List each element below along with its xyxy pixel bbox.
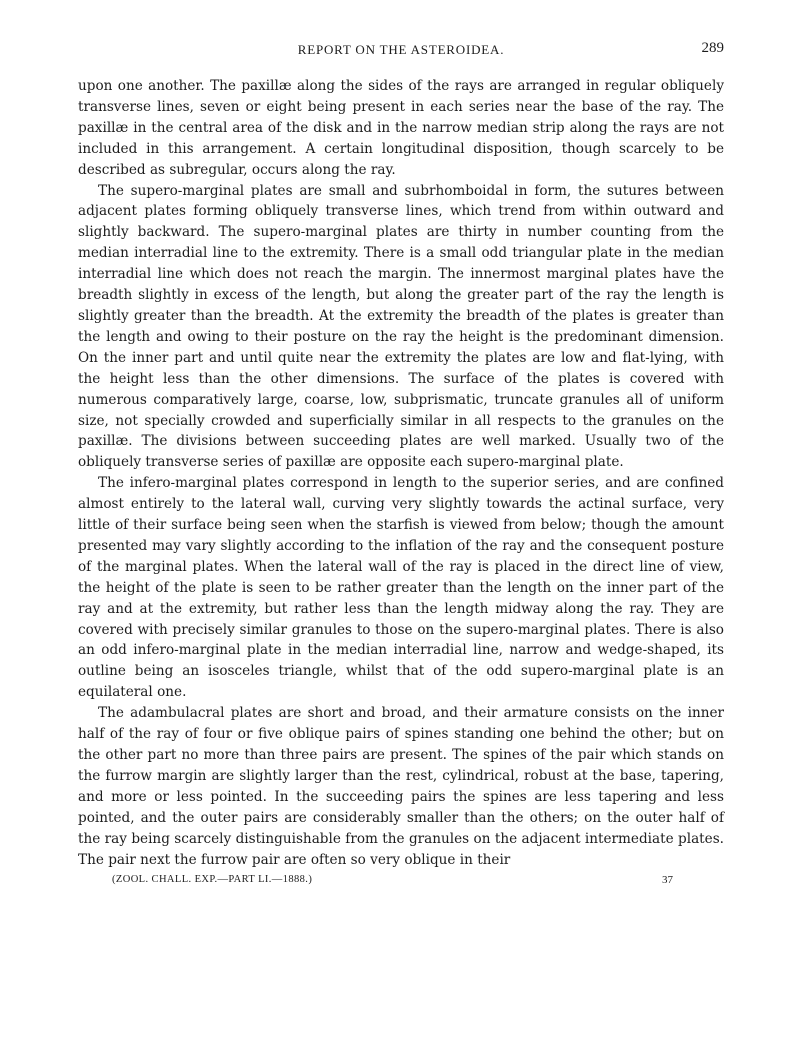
- running-title: REPORT ON THE ASTEROIDEA.: [297, 42, 505, 57]
- running-header: [78, 36, 724, 62]
- page-number: 289: [701, 40, 724, 56]
- paragraph-supero-marginal-plates: The supero-marginal plates are small and subrhomboidal in form, the sutures between adjacent plates forming obliquely transverse lines, which trend from within outward and slightly backward. The supero-marginal plates are thirty in number counting from the median interradial line to the extremity. There is a small odd triangular plate in the median interradial line which does not reach the margin. The innermost marginal plates have the breadth slightly in excess of the length, but along the greater part of the ray the length is slightly greater than the breadth. At the extremity the breadth of the plates is greater than the length and owing to their posture on the ray the height is the predominant dimension. On the inner part and until quite near the extremity the plates are low and flat-lying, with the height less than the other dimensions. The surface of the plates is covered with numerous comparatively large, coarse, low, subprismatic, truncate granules all of uniform size, not specially crowded and superficially similar in all respects to the granules on the paxillæ. The divisions between succeeding plates are well marked. Usually two of the obliquely transverse series of paxillæ are opposite each supero-marginal plate.: [78, 182, 724, 471]
- paragraph-continuation: upon one another. The paxillæ along the sides of the rays are arranged in regular obliquely transverse lines, seven or eight being present in each series near the base of the ray. The paxillæ in the central area of the disk and in the narrow median strip along the rays are not included in this arrangement. A certain longitudinal disposition, though scarcely to be described as subregular, occurs along the ray.: [78, 78, 724, 178]
- signature-mark: 37: [662, 874, 673, 887]
- footer-note: (ZOOL. CHALL. EXP.—PART LI.—1888.): [112, 874, 313, 886]
- page-footer: [78, 872, 724, 892]
- paragraph-infero-marginal-plates: The infero-marginal plates correspond in length to the superior series, and are confined almost entirely to the lateral wall, curving very slightly towards the actinal surface, very little of their surface being seen when the starfish is viewed from below; though the amount presented may vary slightly according to the inflation of the ray and the consequent posture of the marginal plates. When the lateral wall of the ray is placed in the direct line of view, the height of the plate is seen to be rather greater than the length on the inner part of the ray and at the extremity, but rather less than the length midway along the ray. They are covered with precisely similar granules to those on the supero-marginal plates. There is also an odd infero-marginal plate in the median interradial line, narrow and wedge-shaped, its outline being an isosceles triangle, whilst that of the odd supero-marginal plate is an equilateral one.: [78, 475, 724, 701]
- body-text: [78, 76, 724, 870]
- page: [78, 36, 724, 892]
- paragraph-adambulacral-plates: The adambulacral plates are short and broad, and their armature consists on the inner half of the ray of four or five oblique pairs of spines standing one behind the other; but on the other part no more than three pairs are present. The spines of the pair which stands on the furrow margin are slightly larger than the rest, cylindrical, robust at the base, tapering, and more or less pointed. In the succeeding pairs the spines are less tapering and less pointed, and the outer pairs are considerably smaller than the others; on the outer half of the ray being scarcely distinguishable from the granules on the adjacent intermediate plates. The pair next the furrow pair are often so very oblique in their: [78, 705, 724, 868]
